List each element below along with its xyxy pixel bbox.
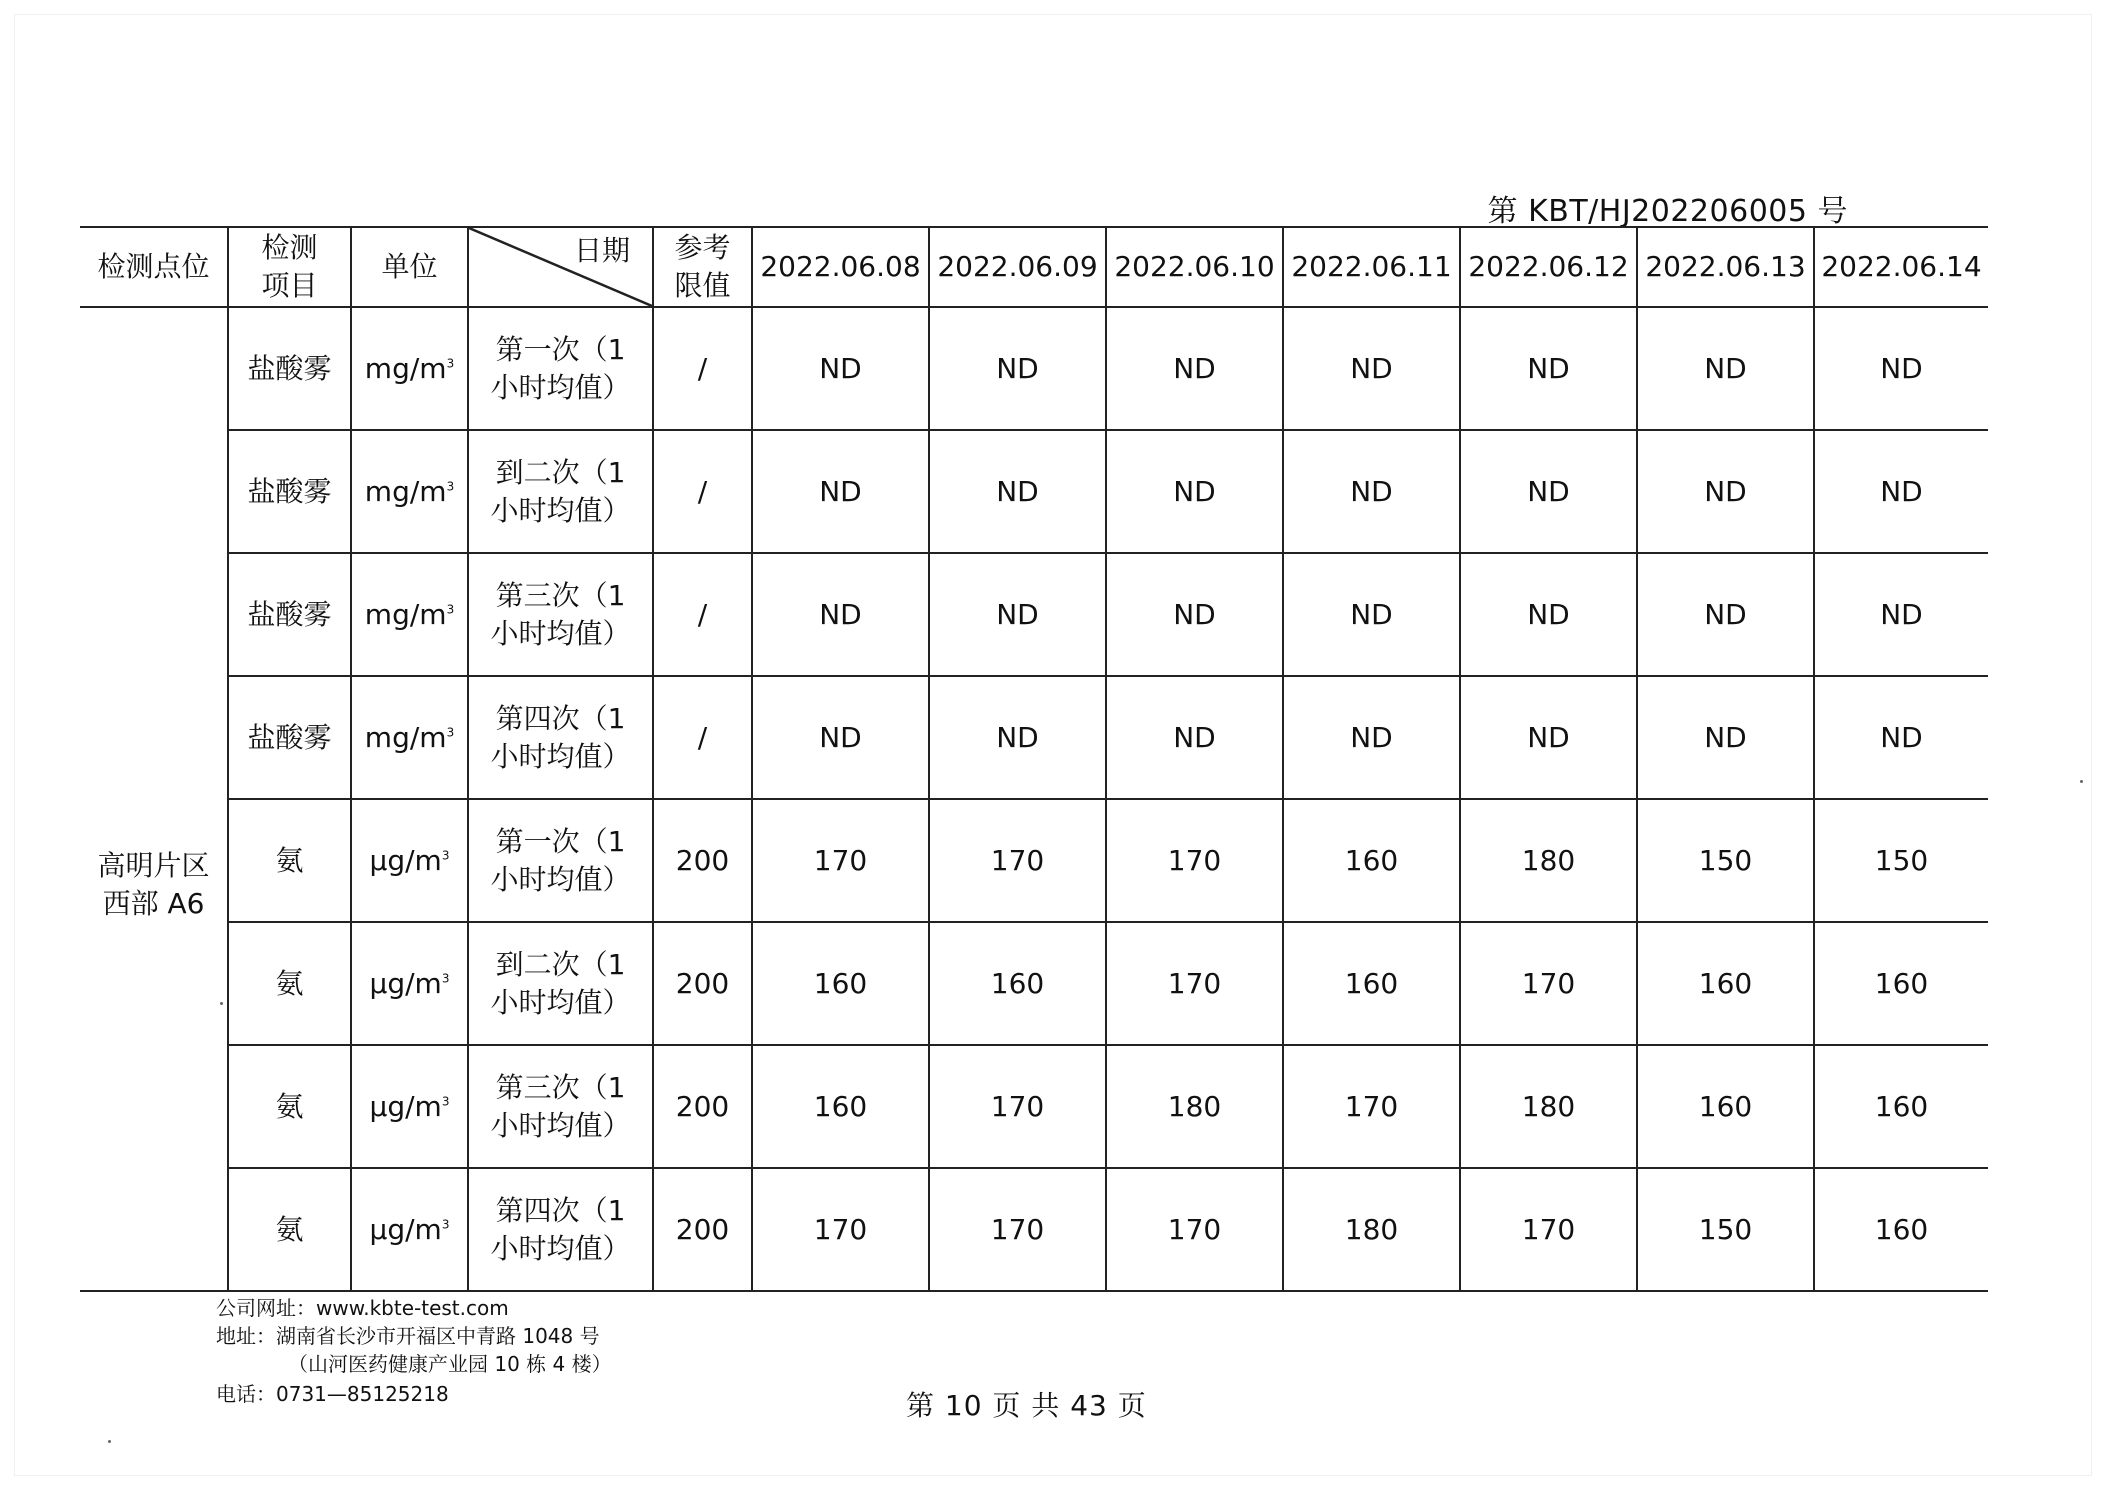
footer-website: 公司网址：www.kbte-test.com [216,1296,509,1320]
value-cell: 180 [1283,1168,1460,1291]
value-cell: ND [1814,430,1988,553]
value-cell: 180 [1106,1045,1283,1168]
value-cell: ND [1106,676,1283,799]
value-cell: ND [1283,553,1460,676]
unit-text: μg/m [369,843,442,877]
report-number: 第 KBT/HJ202206005 号 [1487,194,1848,229]
header-date-5: 2022.06.13 [1637,227,1814,307]
value-cell: 170 [1283,1045,1460,1168]
value-cell: 170 [1106,799,1283,922]
limit-cell: 200 [653,1045,752,1168]
unit-text: mg/m [364,720,447,754]
value-cell: ND [1106,307,1283,430]
header-limit [653,227,752,307]
value-cell: 170 [1460,1168,1637,1291]
unit-text: μg/m [369,1212,442,1246]
value-cell: ND [1637,676,1814,799]
period-cell: 第四次（1 小时均值） [468,1168,653,1291]
unit-superscript: 3 [446,725,455,740]
footer-address-line2: （山河医药健康产业园 10 栋 4 楼） [288,1352,612,1376]
value-cell: ND [1283,430,1460,553]
item-cell: 氨 [228,922,351,1045]
value-cell: 170 [1460,922,1637,1045]
value-cell: ND [929,553,1106,676]
header-date-3: 2022.06.11 [1283,227,1460,307]
unit-cell [351,676,468,799]
unit-superscript: 3 [441,971,450,986]
value-cell: 150 [1637,1168,1814,1291]
unit-cell [351,430,468,553]
period-cell: 第一次（1 小时均值） [468,799,653,922]
value-cell: 170 [1106,922,1283,1045]
value-cell: 160 [752,1045,929,1168]
value-cell: ND [929,676,1106,799]
header-date-1: 2022.06.09 [929,227,1106,307]
value-cell: ND [1106,553,1283,676]
item-cell: 盐酸雾 [228,430,351,553]
unit-superscript: 3 [446,602,455,617]
value-cell: ND [1460,307,1637,430]
value-cell: ND [929,307,1106,430]
value-cell: 170 [929,799,1106,922]
value-cell: 170 [929,1045,1106,1168]
unit-text: μg/m [369,966,442,1000]
unit-superscript: 3 [441,848,450,863]
header-site: 检测点位 [80,227,228,307]
unit-text: mg/m [364,474,447,508]
period-cell: 第四次（1 小时均值） [468,676,653,799]
header-limit-text: 参考 限值 [674,231,731,302]
item-cell: 盐酸雾 [228,676,351,799]
footer-phone: 电话：0731—85125218 [216,1382,449,1406]
item-cell: 氨 [228,1168,351,1291]
value-cell: 170 [929,1168,1106,1291]
value-cell: 150 [1637,799,1814,922]
table-row [80,799,1988,922]
unit-superscript: 3 [441,1217,450,1232]
value-cell: ND [1814,307,1988,430]
scan-speck [108,1440,111,1443]
period-cell: 到二次（1 小时均值） [468,430,653,553]
unit-text: μg/m [369,1089,442,1123]
value-cell: ND [1637,553,1814,676]
header-item-text: 检测 项目 [261,231,318,302]
period-cell: 第三次（1 小时均值） [468,1045,653,1168]
unit-cell [351,1045,468,1168]
limit-cell: / [653,430,752,553]
value-cell: 170 [752,799,929,922]
header-date: 日期 [573,234,630,267]
value-cell: 160 [1814,922,1988,1045]
value-cell: 150 [1814,799,1988,922]
header-date-2: 2022.06.10 [1106,227,1283,307]
unit-superscript: 3 [441,1094,450,1109]
item-cell: 盐酸雾 [228,307,351,430]
table-row [80,922,1988,1045]
unit-text: mg/m [364,597,447,631]
header-date-diagonal [468,227,653,307]
table-row [80,1168,1988,1291]
value-cell: 160 [1814,1168,1988,1291]
value-cell: ND [1460,553,1637,676]
value-cell: ND [1460,430,1637,553]
header-item [228,227,351,307]
item-cell: 盐酸雾 [228,553,351,676]
value-cell: 170 [752,1168,929,1291]
unit-text: mg/m [364,351,447,385]
value-cell: ND [752,553,929,676]
header-row [80,227,1988,307]
value-cell: ND [1814,676,1988,799]
value-cell: 180 [1460,799,1637,922]
header-date-6: 2022.06.14 [1814,227,1988,307]
header-unit: 单位 [351,227,468,307]
limit-cell: 200 [653,799,752,922]
value-cell: ND [1460,676,1637,799]
site-name: 高明片区 西部 A6 [80,307,228,1291]
value-cell: ND [1814,553,1988,676]
header-date-0: 2022.06.08 [752,227,929,307]
item-cell: 氨 [228,799,351,922]
unit-superscript: 3 [446,356,455,371]
value-cell: ND [1637,307,1814,430]
header-date-4: 2022.06.12 [1460,227,1637,307]
table-row [80,676,1988,799]
value-cell: 160 [1637,1045,1814,1168]
value-cell: 160 [929,922,1106,1045]
value-cell: 170 [1106,1168,1283,1291]
unit-cell [351,553,468,676]
item-cell: 氨 [228,1045,351,1168]
scan-speck [220,1002,223,1005]
value-cell: 160 [1637,922,1814,1045]
footer-address: 地址：湖南省长沙市开福区中青路 1048 号 [216,1324,600,1348]
limit-cell: 200 [653,922,752,1045]
value-cell: ND [752,676,929,799]
value-cell: 160 [1283,799,1460,922]
monitoring-results-table [80,226,1988,1292]
value-cell: ND [1283,676,1460,799]
value-cell: 160 [1283,922,1460,1045]
value-cell: ND [1283,307,1460,430]
page-number: 第 10 页 共 43 页 [906,1389,1147,1422]
value-cell: ND [1637,430,1814,553]
table-row [80,1045,1988,1168]
unit-cell [351,1168,468,1291]
value-cell: ND [752,430,929,553]
unit-cell [351,922,468,1045]
period-cell: 到二次（1 小时均值） [468,922,653,1045]
unit-cell [351,307,468,430]
value-cell: ND [1106,430,1283,553]
table-row [80,307,1988,430]
limit-cell: / [653,553,752,676]
scan-speck [2080,780,2083,783]
limit-cell: / [653,307,752,430]
table-row [80,553,1988,676]
value-cell: 160 [1814,1045,1988,1168]
limit-cell: 200 [653,1168,752,1291]
period-cell: 第一次（1 小时均值） [468,307,653,430]
unit-superscript: 3 [446,479,455,494]
value-cell: ND [752,307,929,430]
value-cell: ND [929,430,1106,553]
unit-cell [351,799,468,922]
value-cell: 180 [1460,1045,1637,1168]
period-cell: 第三次（1 小时均值） [468,553,653,676]
value-cell: 160 [752,922,929,1045]
limit-cell: / [653,676,752,799]
table-row [80,430,1988,553]
